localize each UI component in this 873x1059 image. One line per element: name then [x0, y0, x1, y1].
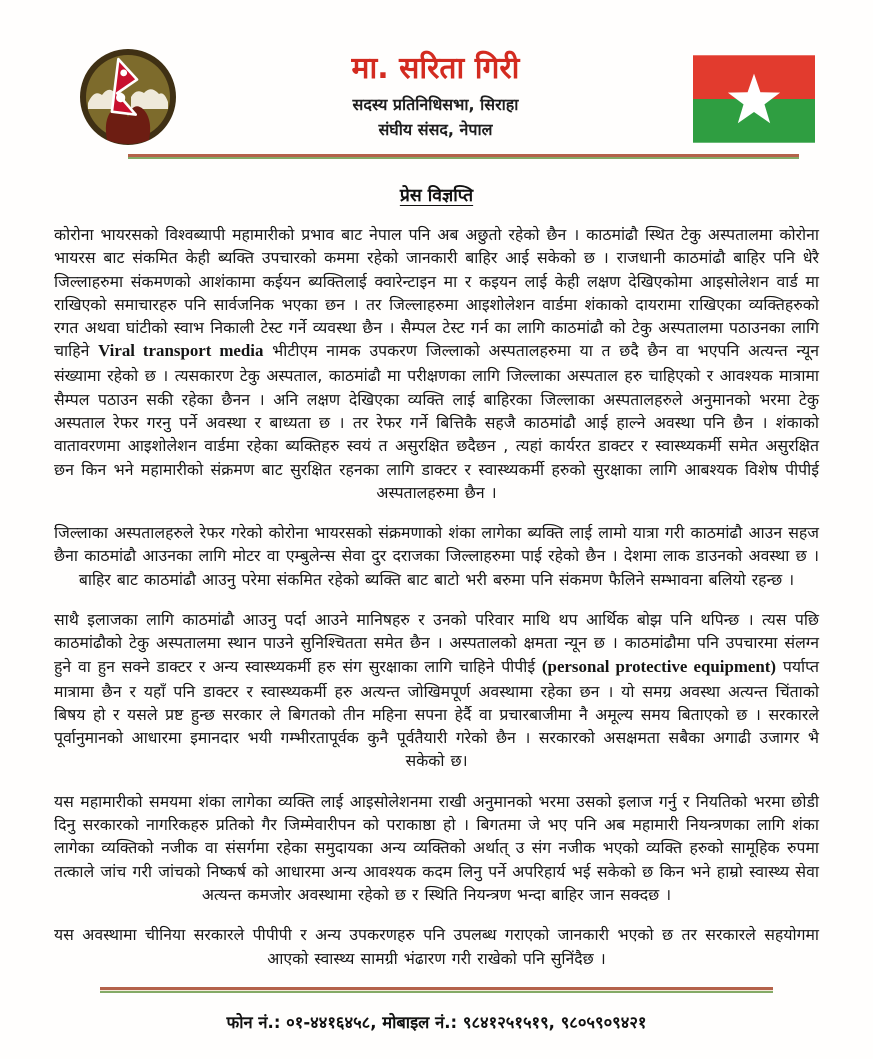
- letterhead-titles: [178, 52, 693, 143]
- nepal-emblem-graphic: [78, 46, 178, 148]
- party-flag-icon: [693, 55, 815, 143]
- body-paragraph-2: [54, 521, 819, 591]
- inline-english-bold-text: Viral transport media: [98, 341, 264, 361]
- inline-nepali-text: जिल्लाका अस्पतालहरुले रेफर गरेको कोरोना भायरसको संक्रमणाको शंका लागेका ब्यक्ति लाई लामो यात्रा गरी काठमांढौ आउन सहज छैना काठमांढौ आउनका लागि मोटर वा एम्बुलेन्स सेवा दुर दराजका जिल्लाहरुमा पाई रहेको छैन । देशमा लाक डाउनको अवस्था छ । बाहिर बाट काठमांढौ आउनु परेमा संकमित रहेको ब्यक्ति बाट बाटो भरी बरुमा पनि संकमण फैलिने सम्भावना बलियो रहन्छ ।: [54, 523, 819, 589]
- person-name: मा. सरिता गिरी: [351, 50, 520, 86]
- body-paragraph-3: [54, 608, 819, 773]
- organization-line: संघीय संसद, नेपाल: [378, 119, 493, 139]
- inline-nepali-text: पर्याप्त मात्रामा छैन र यहाँ पनि डाक्टर र स्वास्थ्यकर्मी हरु अत्यन्त जोखिमपूर्ण अवस्थामा रहेका छन । यो समग्र अवस्था अत्यन्त चिंताको बिषय हो र यसले प्रष्ट हुन्छ सरकार ले बिगतको तीन महिना सपना हेर्दै वा प्रचारबाजीमा नै अमूल्य समय बिताएको छ । सरकारले पूर्वानुमानको आधारमा इमानदार भयी गम्भीरतापूर्वक कुनै पूर्वतैयारी गरेको छैन । सरकारको असक्षमता सबैका अगाढी उजागर भै सकेको छ।: [54, 656, 819, 771]
- document-body: [52, 159, 821, 987]
- inline-nepali-text: कोरोना भायरसको विश्वब्यापी महामारीको प्रभाव बाट नेपाल पनि अब अछुतो रहेको छैन । काठमांढौ स्थित टेकु अस्पतालमा कोरोना भायरस बाट संकमित केही ब्यक्ति उपचारको कममा रहेको जानकारी बाहिर आई सकेको छ । राजधानी काठमांढौ बाहिर पनि धेरै जिल्लाहरुमा संकमणको आशंकामा कईयन ब्यक्तिलाई क्वारेन्टाइन मा र कइयन लाई केही लक्षण देखिएकोमा आइसोलेशन वार्ड मा राखिएको समाचारहरु पनि सार्वजनिक भएका छन । तर जिल्लाहरुमा आइशोलेशन वार्डमा शंकाको दायरामा राखिएका व्यक्तिहरुको रगत अथवा घांटीको स्वाभ निकाली टेस्ट गर्ने व्यवस्था छैन । सैम्पल टेस्ट गर्न का लागि काठमांढौ को टेकु अस्पतालमा पठाउनका लागि चाहिने: [54, 225, 819, 361]
- inline-nepali-text: भीटीएम नामक उपकरण जिल्लाको अस्पतालहरुमा या त छदै छैन वा भएपनि अत्यन्त न्यून संख्यामा रहेको छ । त्यसकारण टेकु अस्पताल, काठमांढौ मा परीक्षणका लागि जिल्लाका अस्पताल हरु चाहिएको र आवश्यक मात्रामा सैम्पल पठाउन सकी रहेका छैनन । अनि लक्षण देखिएका व्यक्ति लाई बाहिरका जिल्लाका अस्पतालहरुले अनुमानको भरमा टेकु अस्पताल रेफर गरनु पर्ने अवस्था र बाध्यता छ । तर रेफर गर्ने बित्तिकै सहजै काठमांढौ आई हाल्ने अवस्था पनि छैन । शंकाको वातावरणमा आइशोलेशन वार्डमा रहेका ब्यक्तिहरु स्वयं त असुरक्षित छदैछन , त्यहां कार्यरत डाक्टर र स्वास्थ्यकर्मी समेत असुरक्षित छन किन भने महामारीको संक्रमण बाट सुरक्षित रहनका लागि डाक्टर र स्वास्थ्यकर्मी हरुको सुरक्षाका लागि आबश्यक विशेष पीपीई अस्पतालहरुमा छैन ।: [54, 341, 819, 502]
- designation-line: सदस्य प्रतिनिधिसभा, सिराहा: [352, 94, 519, 114]
- body-paragraph-5: [54, 923, 819, 970]
- body-paragraph-4: [54, 790, 819, 906]
- party-flag-graphic: [693, 55, 815, 143]
- inline-nepali-text: यस अवस्थामा चीनिया सरकारले पीपीपी र अन्य उपकरणहरु पनि उपलब्ध गराएको जानकारी भएको छ तर सरकारले सहयोगमा आएको स्वास्थ्य सामग्री भंढारण गरी राखेको पनि सुनिंदैछ ।: [54, 925, 819, 968]
- contact-info: फोन नं.: ०१-४४१६४५८, मोबाइल नं.: ९८४१२५१५१९, ९८०५९०९४२१: [226, 1012, 647, 1032]
- inline-nepali-text: यस महामारीको समयमा शंका लागेका व्यक्ति लाई आइसोलेशनमा राखी अनुमानको भरमा उसको इलाज गर्नु र नियतिको भरमा छोडी दिनु सरकारको नागरिकहरु प्रतिको गैर जिम्मेवारीपन को पराकाष्ठा हो । बिगतमा जे भए पनि अब महामारी नियन्त्रणका लागि शंका लागेका व्यक्तिको नजीक वा संसर्गमा रहेका समुदायका अन्य व्यक्तिको अर्थात् उ संग नजीक भएको व्यक्ति हरुको सामूहिक रुपमा तत्काले जांच गरी जांचको निष्कर्ष को आधारमा अन्य आवश्यक कदम लिनु पर्ने अपरिहार्य भई सकेको छ किन भने हाम्रो स्वास्थ्य सेवा अत्यन्त कमजोर अवस्थामा रहेको छ र स्थिति नियन्त्रण भन्दा बाहिर जान सक्दछ ।: [54, 791, 819, 904]
- inline-nepali-text: साथै इलाजका लागि काठमांढौ आउनु पर्दा आउने मानिषहरु र उनको परिवार माथि थप आर्थिक बोझ पनि थपिन्छ । त्यस पछि काठमांढौको टेकु अस्पतालमा स्थान पाउने सुनिश्चितता समेत छैन । अस्पतालको क्षमता न्यून छ । काठमांढौमा पनि उपचारमा संलग्न हुने वा हुन सक्ने डाक्टर र अन्य स्वास्थ्यकर्मी हरु संग सुरक्षाका लागि चाहिने पीपीई: [54, 610, 819, 676]
- letterhead: [78, 46, 815, 148]
- nepal-emblem-logo-icon: [78, 46, 178, 148]
- document-title: प्रेस विज्ञप्ति: [399, 186, 474, 206]
- inline-english-bold-text: (personal protective equipment): [541, 656, 777, 676]
- footer-divider: [100, 987, 773, 993]
- page-footer: [52, 987, 821, 1059]
- body-paragraph-1: [54, 223, 819, 504]
